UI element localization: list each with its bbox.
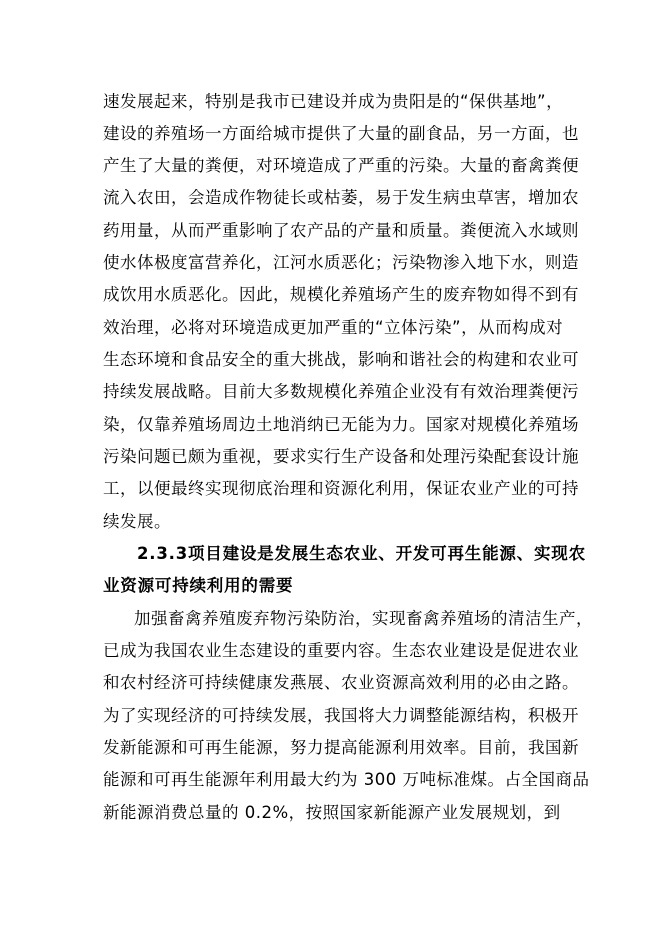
paragraph-line: 续发展。 [103, 512, 171, 531]
paragraph-line: 速发展起来，特别是我市已建设并成为贵阳是的“保供基地”， [103, 92, 564, 111]
paragraph-line: 药用量，从而严重影响了农产品的产量和质量。粪便流入水域则 [103, 221, 579, 240]
paragraph-line: 和农村经济可持续健康发燕展、农业资源高效利用的必由之路。 [103, 673, 579, 692]
paragraph-line: 能源和可再生能源年利用最大约为 300 万吨标准煤。占全国商品 [103, 770, 590, 789]
section-heading: 业资源可持续利用的需要 [103, 576, 294, 595]
paragraph-line: 工，以便最终实现彻底治理和资源化利用，保证农业产业的可持 [103, 479, 579, 498]
paragraph-line: 新能源消费总量的 0.2%，按照国家新能源产业发展规划，到 [103, 803, 561, 822]
paragraph-line: 成饮用水质恶化。因此，规模化养殖场产生的废弃物如得不到有 [103, 285, 579, 304]
paragraph-line: 效治理，必将对环境造成更加严重的“立体污染”，从而构成对 [103, 318, 564, 337]
paragraph-line: 加强畜禽养殖废弃物污染防治，实现畜禽养殖场的清洁生产， [134, 609, 593, 628]
paragraph-line: 已成为我国农业生态建设的重要内容。生态农业建设是促进农业 [103, 641, 579, 660]
paragraph-line: 使水体极度富营养化，江河水质恶化；污染物渗入地下水，则造 [103, 253, 579, 272]
section-heading: 2.3.3项目建设是发展生态农业、开发可再生能源、实现农 [137, 544, 586, 563]
paragraph-line: 污染问题已颇为重视，要求实行生产设备和处理污染配套设计施 [103, 447, 579, 466]
paragraph-line: 生态环境和食品安全的重大挑战，影响和谐社会的构建和农业可 [103, 350, 579, 369]
paragraph-line: 流入农田，会造成作物徒长或枯萎，易于发生病虫草害，增加农 [103, 188, 579, 207]
paragraph-line: 染，仅靠养殖场周边土地消纳已无能为力。国家对规模化养殖场 [103, 415, 579, 434]
paragraph-line: 发新能源和可再生能源，努力提高能源利用效率。目前，我国新 [103, 738, 579, 757]
paragraph-line: 为了实现经济的可持续发展，我国将大力调整能源结构，积极开 [103, 706, 579, 725]
paragraph-line: 建设的养殖场一方面给城市提供了大量的副食品，另一方面，也 [103, 124, 579, 143]
paragraph-line: 持续发展战略。目前大多数规模化养殖企业没有有效治理粪便污 [103, 382, 579, 401]
paragraph-line: 产生了大量的粪便，对环境造成了严重的污染。大量的畜禽粪便 [103, 156, 579, 175]
